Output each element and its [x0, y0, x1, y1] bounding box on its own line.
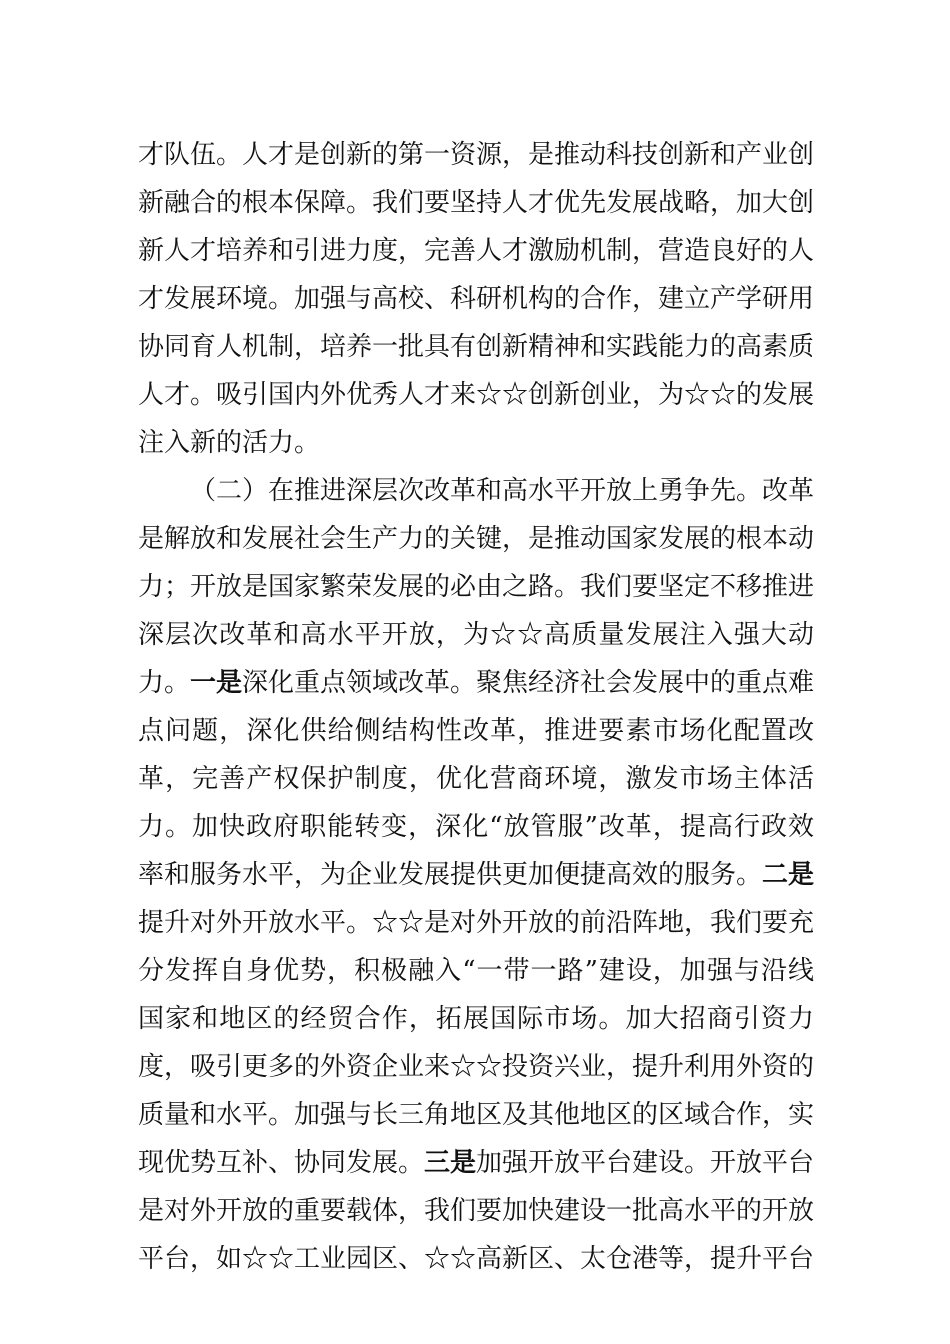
section-heading-line: （二）在推进深层次改革和高水平开放上勇争先。改革: [190, 476, 814, 506]
text-line: 才发展环境。加强与高校、科研机构的合作，建立产学研用: [138, 284, 814, 314]
text-line: 力。加快政府职能转变，深化“放管服”改革，提高行政效: [138, 812, 814, 842]
text-line: 协同育人机制，培养一批具有创新精神和实践能力的高素质: [138, 332, 814, 362]
text-fragment: 力。: [138, 668, 191, 698]
text-line: 平台，如☆☆工业园区、☆☆高新区、太仓港等，提升平台: [138, 1244, 814, 1274]
point-three-label: 三是: [424, 1148, 477, 1178]
text-line: 才队伍。人才是创新的第一资源，是推动科技创新和产业创: [138, 140, 814, 170]
text-fragment: 加强开放平台建设。开放平台: [476, 1148, 814, 1178]
text-fragment: 深化重点领域改革。聚焦经济社会发展中的重点难: [242, 668, 814, 698]
text-line: 质量和水平。加强与长三角地区及其他地区的区域合作，实: [138, 1100, 814, 1130]
text-line: 新融合的根本保障。我们要坚持人才优先发展战略，加大创: [138, 188, 814, 218]
text-line: 度，吸引更多的外资企业来☆☆投资兴业，提升利用外资的: [138, 1052, 814, 1082]
text-line: 深层次改革和高水平开放，为☆☆高质量发展注入强大动: [138, 620, 814, 650]
text-line: 新人才培养和引进力度，完善人才激励机制，营造良好的人: [138, 236, 814, 266]
text-line: 分发挥自身优势，积极融入“一带一路”建设，加强与沿线: [138, 956, 814, 986]
text-line-with-point-one: [138, 663, 814, 703]
text-line: 点问题，深化供给侧结构性改革，推进要素市场化配置改: [138, 716, 814, 746]
text-fragment: 率和服务水平，为企业发展提供更加便捷高效的服务。: [138, 860, 763, 890]
text-line: 是解放和发展社会生产力的关键，是推动国家发展的根本动: [138, 524, 814, 554]
text-line: 国家和地区的经贸合作，拓展国际市场。加大招商引资力: [138, 1004, 814, 1034]
text-line: 注入新的活力。: [138, 428, 321, 458]
text-line-with-point-three: [138, 1143, 814, 1183]
text-line: 革，完善产权保护制度，优化营商环境，激发市场主体活: [138, 764, 814, 794]
text-fragment: 现优势互补、协同发展。: [138, 1148, 425, 1178]
text-line: 人才。吸引国内外优秀人才来☆☆创新创业，为☆☆的发展: [138, 380, 814, 410]
text-line: 提升对外开放水平。☆☆是对外开放的前沿阵地，我们要充: [138, 908, 814, 938]
text-line: 是对外开放的重要载体，我们要加快建设一批高水平的开放: [138, 1196, 814, 1226]
text-line: 力；开放是国家繁荣发展的必由之路。我们要坚定不移推进: [138, 572, 814, 602]
text-line-with-point-two: [138, 855, 814, 895]
point-two-label: 二是: [762, 860, 814, 890]
point-one-label: 一是: [190, 668, 243, 698]
